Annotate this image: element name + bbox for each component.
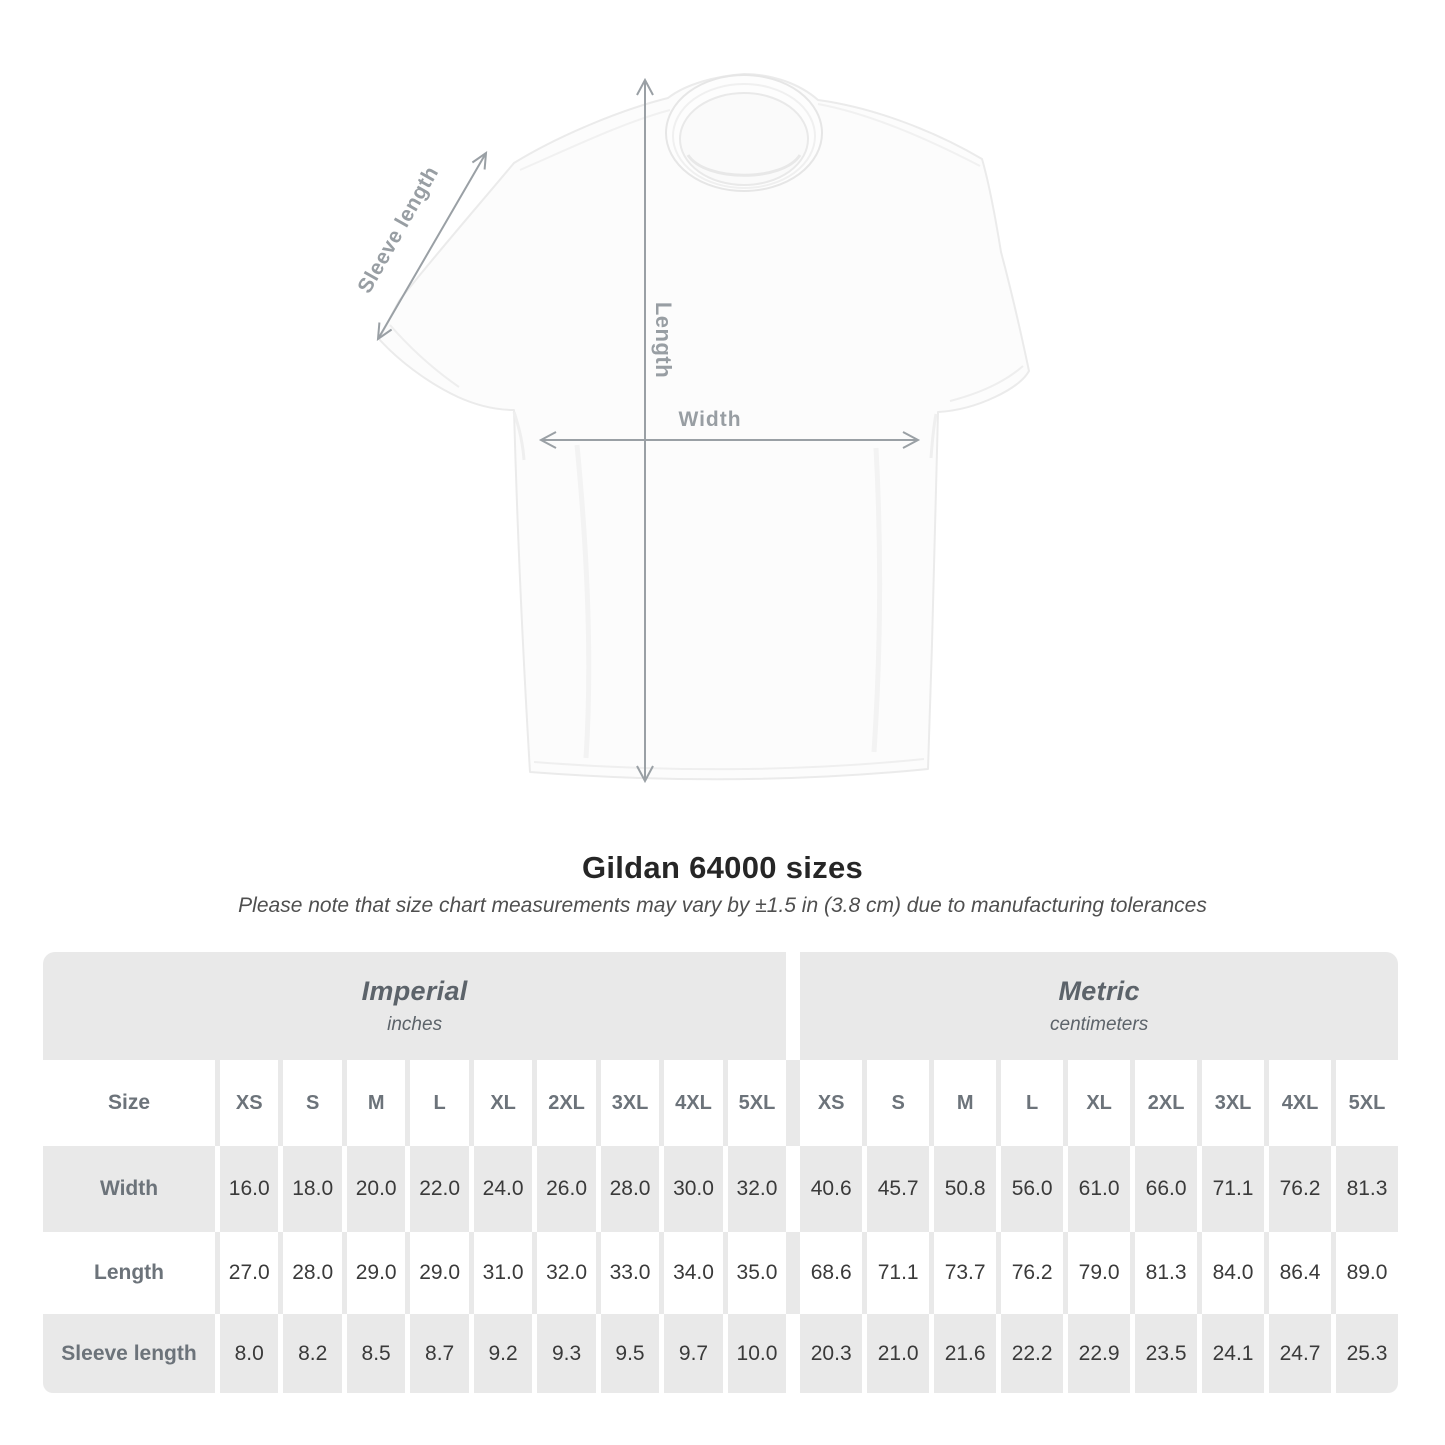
table-cell: 81.3 — [1336, 1146, 1398, 1232]
table-cell: 35.0 — [728, 1232, 786, 1314]
table-cell: 20.3 — [800, 1314, 862, 1393]
table-cell: 8.5 — [347, 1314, 405, 1393]
table-cell: 45.7 — [867, 1146, 929, 1232]
table-cell: XS — [800, 1060, 862, 1146]
table-cell: 24.7 — [1269, 1314, 1331, 1393]
table-cell: XL — [474, 1060, 532, 1146]
table-cell: 21.6 — [934, 1314, 996, 1393]
group-gap — [791, 1146, 795, 1232]
table-cell: 5XL — [728, 1060, 786, 1146]
width-label: Width — [678, 408, 742, 431]
table-cell: 32.0 — [728, 1146, 786, 1232]
table-cell: 40.6 — [800, 1146, 862, 1232]
table-cell: 25.3 — [1336, 1314, 1398, 1393]
collar — [666, 75, 822, 191]
table-cell: 71.1 — [1202, 1146, 1264, 1232]
group-gap — [791, 1314, 795, 1393]
table-cell: 89.0 — [1336, 1232, 1398, 1314]
table-cell: 30.0 — [664, 1146, 722, 1232]
table-cell: 29.0 — [347, 1232, 405, 1314]
table-cell: 8.7 — [410, 1314, 468, 1393]
table-cell: 32.0 — [537, 1232, 595, 1314]
table-cell: 28.0 — [601, 1146, 659, 1232]
table-cell: XL — [1068, 1060, 1130, 1146]
unit-header-row — [43, 952, 1398, 1060]
size-table-rows — [43, 1060, 1398, 1393]
table-cell: 81.3 — [1135, 1232, 1197, 1314]
table-cell: 66.0 — [1135, 1146, 1197, 1232]
row-label: Size — [43, 1060, 215, 1146]
table-cell: L — [410, 1060, 468, 1146]
table-cell: 86.4 — [1269, 1232, 1331, 1314]
table-cell: L — [1001, 1060, 1063, 1146]
table-cell: 3XL — [1202, 1060, 1264, 1146]
table-cell: 50.8 — [934, 1146, 996, 1232]
table-cell: 4XL — [1269, 1060, 1331, 1146]
table-cell: 2XL — [537, 1060, 595, 1146]
table-cell: 9.7 — [664, 1314, 722, 1393]
metric-title: Metric — [1058, 976, 1140, 1006]
group-gap — [791, 1232, 795, 1314]
measurement-row — [43, 1314, 1398, 1393]
imperial-title: Imperial — [361, 976, 468, 1006]
table-cell: 3XL — [601, 1060, 659, 1146]
size-table — [43, 952, 1398, 1393]
table-cell: 26.0 — [537, 1146, 595, 1232]
table-cell: XS — [220, 1060, 278, 1146]
table-cell: 33.0 — [601, 1232, 659, 1314]
table-cell: 34.0 — [664, 1232, 722, 1314]
table-cell: 28.0 — [283, 1232, 341, 1314]
table-cell: 2XL — [1135, 1060, 1197, 1146]
table-cell: 73.7 — [934, 1232, 996, 1314]
table-cell: 16.0 — [220, 1146, 278, 1232]
table-cell: 68.6 — [800, 1232, 862, 1314]
table-cell: 22.0 — [410, 1146, 468, 1232]
table-cell: M — [347, 1060, 405, 1146]
table-cell: 24.1 — [1202, 1314, 1264, 1393]
table-cell: 27.0 — [220, 1232, 278, 1314]
size-header-row — [43, 1060, 1398, 1146]
table-cell: 23.5 — [1135, 1314, 1197, 1393]
table-cell: 9.2 — [474, 1314, 532, 1393]
table-cell: 9.3 — [537, 1314, 595, 1393]
table-cell: 71.1 — [867, 1232, 929, 1314]
table-cell: 18.0 — [283, 1146, 341, 1232]
table-cell: 76.2 — [1269, 1146, 1331, 1232]
metric-unit: centimeters — [1050, 1014, 1149, 1035]
group-gap — [791, 1060, 795, 1146]
table-cell: 84.0 — [1202, 1232, 1264, 1314]
table-cell: 20.0 — [347, 1146, 405, 1232]
table-cell: 22.2 — [1001, 1314, 1063, 1393]
table-cell: 8.2 — [283, 1314, 341, 1393]
table-cell: 4XL — [664, 1060, 722, 1146]
imperial-header — [43, 952, 786, 1060]
table-cell: 31.0 — [474, 1232, 532, 1314]
table-cell: S — [867, 1060, 929, 1146]
table-cell: 10.0 — [728, 1314, 786, 1393]
table-cell: 79.0 — [1068, 1232, 1130, 1314]
table-cell: 5XL — [1336, 1060, 1398, 1146]
table-cell: 61.0 — [1068, 1146, 1130, 1232]
table-cell: 21.0 — [867, 1314, 929, 1393]
length-label: Length — [651, 301, 676, 379]
table-cell: 9.5 — [601, 1314, 659, 1393]
tolerance-note: Please note that size chart measurements may vary by ±1.5 in (3.8 cm) due to manufacturing tolerances — [238, 894, 1207, 917]
metric-header — [800, 952, 1398, 1060]
measurement-row — [43, 1146, 1398, 1232]
table-cell: 56.0 — [1001, 1146, 1063, 1232]
table-cell: S — [283, 1060, 341, 1146]
table-cell: 24.0 — [474, 1146, 532, 1232]
table-cell: 22.9 — [1068, 1314, 1130, 1393]
sleeve-length-label: Sleeve length — [353, 162, 444, 298]
measurement-row — [43, 1232, 1398, 1314]
row-label: Sleeve length — [43, 1314, 215, 1393]
chart-title: Gildan 64000 sizes — [581, 850, 864, 885]
row-label: Length — [43, 1232, 215, 1314]
row-label: Width — [43, 1146, 215, 1232]
table-cell: 8.0 — [220, 1314, 278, 1393]
table-cell: 29.0 — [410, 1232, 468, 1314]
table-cell: M — [934, 1060, 996, 1146]
table-cell: 76.2 — [1001, 1232, 1063, 1314]
imperial-unit: inches — [387, 1014, 443, 1035]
